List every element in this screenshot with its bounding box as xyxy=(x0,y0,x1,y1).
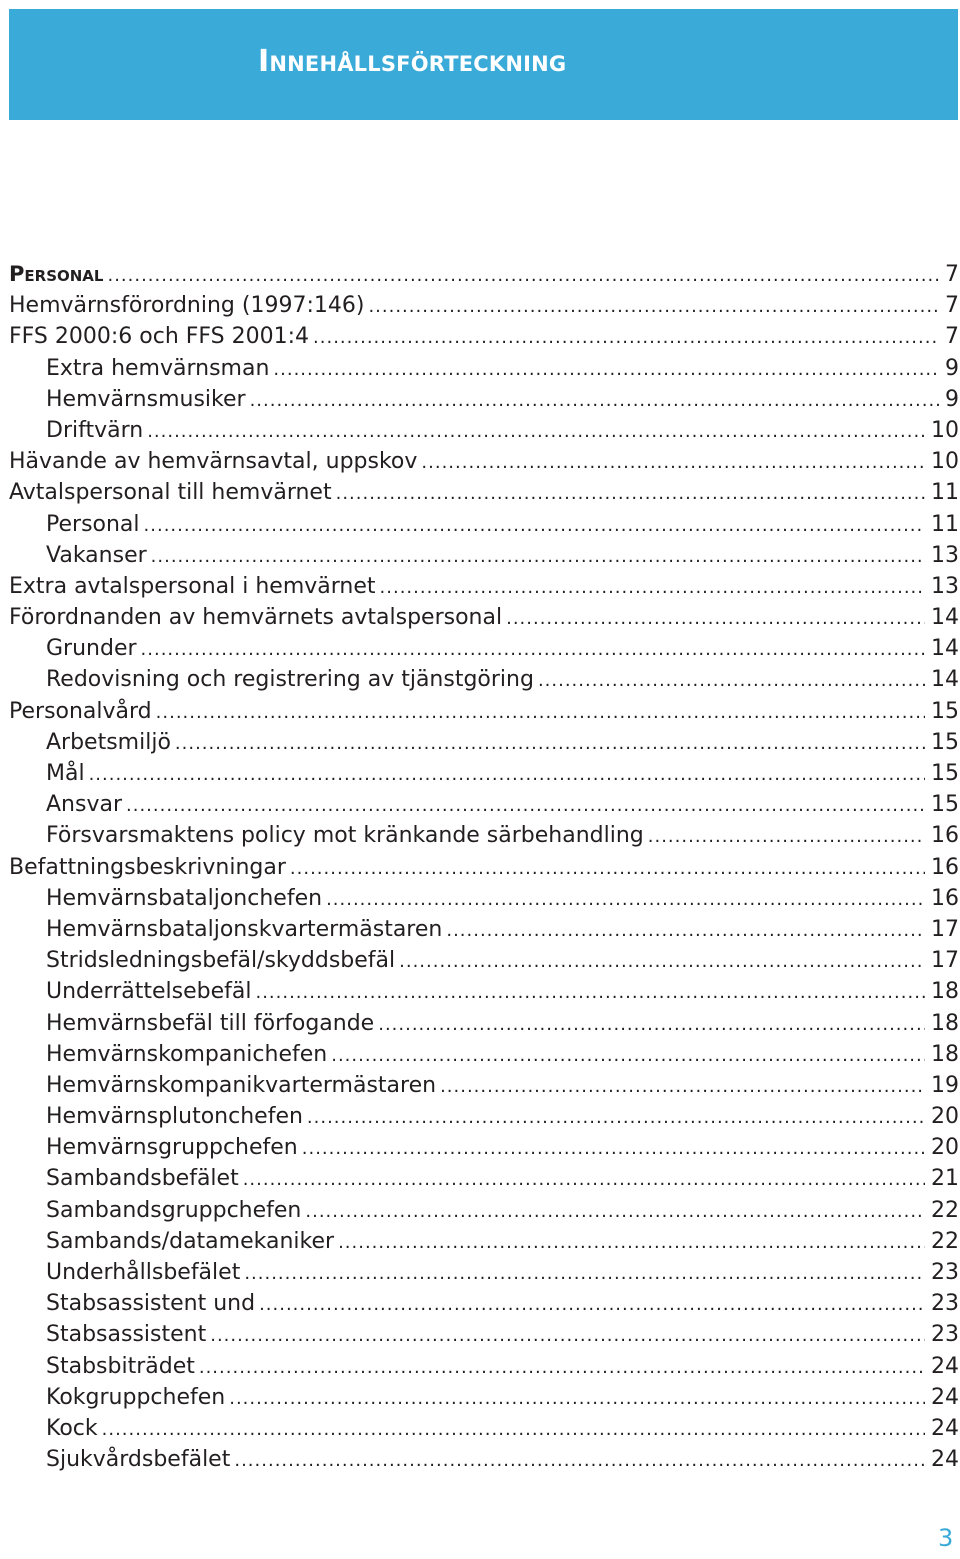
toc-entry-page: 19 xyxy=(931,1072,959,1098)
toc-entry xyxy=(9,1257,959,1288)
toc-entry-label: Driftvärn xyxy=(46,417,144,443)
toc-entry-page: 9 xyxy=(945,355,959,381)
dot-leader xyxy=(313,322,939,353)
toc-entry xyxy=(9,633,959,664)
toc-entry xyxy=(9,477,959,508)
toc-entry-page: 10 xyxy=(931,417,959,443)
toc-entry-label: Sambandsbefälet xyxy=(46,1166,239,1192)
toc-entry xyxy=(9,1413,959,1444)
toc-entry-page: 15 xyxy=(931,792,959,818)
toc-entry-label: Sambandsgruppchefen xyxy=(46,1197,302,1223)
toc-entry xyxy=(9,976,959,1007)
toc-entry-page: 23 xyxy=(931,1291,959,1317)
toc-entry-page: 24 xyxy=(931,1415,959,1441)
toc-entry-label: Hemvärnsbataljonskvartermästaren xyxy=(46,916,443,942)
toc-entry-page: 13 xyxy=(931,573,959,599)
toc-entry-page: 18 xyxy=(931,1041,959,1067)
dot-leader xyxy=(107,260,939,291)
toc-entry xyxy=(9,664,959,695)
toc-entry-label: Hemvärnsplutonchefen xyxy=(46,1104,303,1130)
toc-entry-page: 14 xyxy=(931,667,959,693)
toc-entry xyxy=(9,1070,959,1101)
toc-entry-page: 15 xyxy=(931,729,959,755)
dot-leader xyxy=(399,946,925,977)
dot-leader xyxy=(255,977,925,1008)
toc-entry xyxy=(9,696,959,727)
toc-entry-label: Stabsassistent und xyxy=(46,1291,256,1317)
dot-leader xyxy=(229,1383,925,1414)
dot-leader xyxy=(380,572,925,603)
toc-entry-label: Grunder xyxy=(46,636,137,662)
toc-entry-page: 24 xyxy=(931,1384,959,1410)
toc-entry-label: Hemvärnsmusiker xyxy=(46,386,246,412)
dot-leader xyxy=(89,759,925,790)
toc-entry xyxy=(9,852,959,883)
toc-entry-page: 13 xyxy=(931,542,959,568)
dot-leader xyxy=(102,1414,925,1445)
toc-entry-label: Hemvärnskompanikvartermästaren xyxy=(46,1072,437,1098)
toc-entry xyxy=(9,384,959,415)
toc-entry xyxy=(9,321,959,352)
toc-entry-page: 11 xyxy=(931,480,959,506)
dot-leader xyxy=(331,1040,925,1071)
toc-entry-page: 22 xyxy=(931,1228,959,1254)
toc-entry-label: Stabsassistent xyxy=(46,1322,207,1348)
dot-leader xyxy=(141,634,925,665)
toc-entry xyxy=(9,1008,959,1039)
toc-entry-page: 20 xyxy=(931,1104,959,1130)
toc-entry xyxy=(9,914,959,945)
toc-entry-label: Extra hemvärnsman xyxy=(46,355,270,381)
toc-entry-label: Hemvärnsbefäl till förfogande xyxy=(46,1010,375,1036)
toc-entry xyxy=(9,1132,959,1163)
toc-entry-label: Ansvar xyxy=(46,792,123,818)
dot-leader xyxy=(338,1227,925,1258)
toc-entry-label: Avtalspersonal till hemvärnet xyxy=(9,480,332,506)
page-number: 3 xyxy=(938,1524,954,1552)
toc-entry xyxy=(9,571,959,602)
dot-leader xyxy=(273,354,939,385)
dot-leader xyxy=(506,603,925,634)
dot-leader xyxy=(368,291,939,322)
toc-entry xyxy=(9,1226,959,1257)
toc-entry-page: 9 xyxy=(945,386,959,412)
toc-entry-label: Försvarsmaktens policy mot kränkande särbehandling xyxy=(46,823,644,849)
toc-entry-label: Personal xyxy=(46,511,140,537)
dot-leader xyxy=(156,697,925,728)
toc-entry-label: Sambands/datamekaniker xyxy=(46,1228,335,1254)
toc-entry-label: Hävande av hemvärnsavtal, uppskov xyxy=(9,449,418,475)
dot-leader xyxy=(151,541,925,572)
toc-entry xyxy=(9,945,959,976)
toc-entry xyxy=(9,259,959,290)
toc-entry-label: Kokgruppchefen xyxy=(46,1384,226,1410)
toc-entry xyxy=(9,1195,959,1226)
toc-entry-page: 10 xyxy=(931,449,959,475)
toc-entry xyxy=(9,1351,959,1382)
toc-entry-page: 24 xyxy=(931,1447,959,1473)
toc-entry-page: 16 xyxy=(931,885,959,911)
dot-leader xyxy=(126,790,925,821)
toc-entry-page: 11 xyxy=(931,511,959,537)
toc-entry-label: Stridsledningsbefäl/skyddsbefäl xyxy=(46,948,396,974)
toc-entry-label: Arbetsmiljö xyxy=(46,729,171,755)
toc-entry-label: Vakanser xyxy=(46,542,147,568)
toc-entry-label: Personalvård xyxy=(9,698,152,724)
toc-entry-page: 16 xyxy=(931,854,959,880)
toc-entry-label: Extra avtalspersonal i hemvärnet xyxy=(9,573,376,599)
toc-entry-page: 22 xyxy=(931,1197,959,1223)
toc-entry xyxy=(9,1288,959,1319)
dot-leader xyxy=(446,915,925,946)
toc-entry xyxy=(9,446,959,477)
toc-entry xyxy=(9,290,959,321)
toc-entry-page: 18 xyxy=(931,979,959,1005)
toc-entry-page: 17 xyxy=(931,916,959,942)
dot-leader xyxy=(144,510,925,541)
toc-entry-page: 17 xyxy=(931,948,959,974)
dot-leader xyxy=(336,478,925,509)
toc-entry-page: 15 xyxy=(931,761,959,786)
toc-entry-label: Kock xyxy=(46,1415,98,1441)
dot-leader xyxy=(305,1196,925,1227)
toc-entry xyxy=(9,1163,959,1194)
page-title: Innehållsförteckning xyxy=(258,44,567,79)
dot-leader xyxy=(326,884,925,915)
toc-entry-label: Underhållsbefälet xyxy=(46,1260,241,1285)
toc-entry-label: Sjukvårdsbefälet xyxy=(46,1447,231,1473)
toc-entry-page: 23 xyxy=(931,1322,959,1348)
toc-entry-label: Underrättelsebefäl xyxy=(46,979,252,1005)
dot-leader xyxy=(244,1258,925,1289)
dot-leader xyxy=(259,1289,925,1320)
toc-entry-page: 21 xyxy=(931,1166,959,1192)
toc-entry xyxy=(9,820,959,851)
dot-leader xyxy=(250,385,939,416)
dot-leader xyxy=(290,853,925,884)
dot-leader xyxy=(175,728,925,759)
toc-entry xyxy=(9,540,959,571)
toc-entry-page: 7 xyxy=(945,262,959,287)
dot-leader xyxy=(147,416,925,447)
toc-entry-label: Hemvärnsgruppchefen xyxy=(46,1135,298,1161)
dot-leader xyxy=(302,1133,925,1164)
toc-entry xyxy=(9,1319,959,1350)
toc-entry-page: 24 xyxy=(931,1353,959,1379)
dot-leader xyxy=(199,1352,925,1383)
toc-entry-label: Redovisning och registrering av tjänstgöring xyxy=(46,667,534,693)
dot-leader xyxy=(538,665,925,696)
toc-entry xyxy=(9,415,959,446)
toc-entry xyxy=(9,353,959,384)
toc-entry-page: 23 xyxy=(931,1260,959,1285)
dot-leader xyxy=(307,1102,925,1133)
toc-entry xyxy=(9,727,959,758)
toc-entry xyxy=(9,883,959,914)
toc-entry-label: Personal xyxy=(9,262,104,286)
toc-entry xyxy=(9,1444,959,1475)
dot-leader xyxy=(210,1320,925,1351)
toc-entry-label: Hemvärnskompanichefen xyxy=(46,1041,328,1067)
toc-entry-label: Hemvärnsbataljonchefen xyxy=(46,885,323,911)
toc-entry-label: Förordnanden av hemvärnets avtalspersonal xyxy=(9,605,503,631)
toc-entry-page: 15 xyxy=(931,698,959,724)
dot-leader xyxy=(421,447,925,478)
toc-entry-page: 14 xyxy=(931,636,959,662)
title-banner xyxy=(9,9,958,120)
dot-leader xyxy=(378,1009,925,1040)
table-of-contents xyxy=(9,259,959,1475)
dot-leader xyxy=(648,821,925,852)
dot-leader xyxy=(243,1164,925,1195)
toc-entry xyxy=(9,1101,959,1132)
toc-entry xyxy=(9,758,959,789)
toc-entry-label: Hemvärnsförordning (1997:146) xyxy=(9,293,365,319)
toc-entry-label: Stabsbiträdet xyxy=(46,1353,195,1379)
toc-entry-label: Mål xyxy=(46,761,85,786)
toc-entry-page: 7 xyxy=(945,324,959,350)
toc-entry-page: 18 xyxy=(931,1010,959,1036)
toc-entry xyxy=(9,509,959,540)
toc-entry xyxy=(9,1039,959,1070)
toc-entry xyxy=(9,789,959,820)
dot-leader xyxy=(234,1445,925,1476)
toc-entry-page: 14 xyxy=(931,605,959,631)
toc-entry xyxy=(9,602,959,633)
dot-leader xyxy=(440,1071,925,1102)
toc-entry-page: 16 xyxy=(931,823,959,849)
toc-entry-page: 20 xyxy=(931,1135,959,1161)
toc-entry-label: FFS 2000:6 och FFS 2001:4 xyxy=(9,324,310,350)
toc-entry xyxy=(9,1382,959,1413)
toc-entry-page: 7 xyxy=(945,293,959,319)
toc-entry-label: Befattningsbeskrivningar xyxy=(9,854,286,880)
